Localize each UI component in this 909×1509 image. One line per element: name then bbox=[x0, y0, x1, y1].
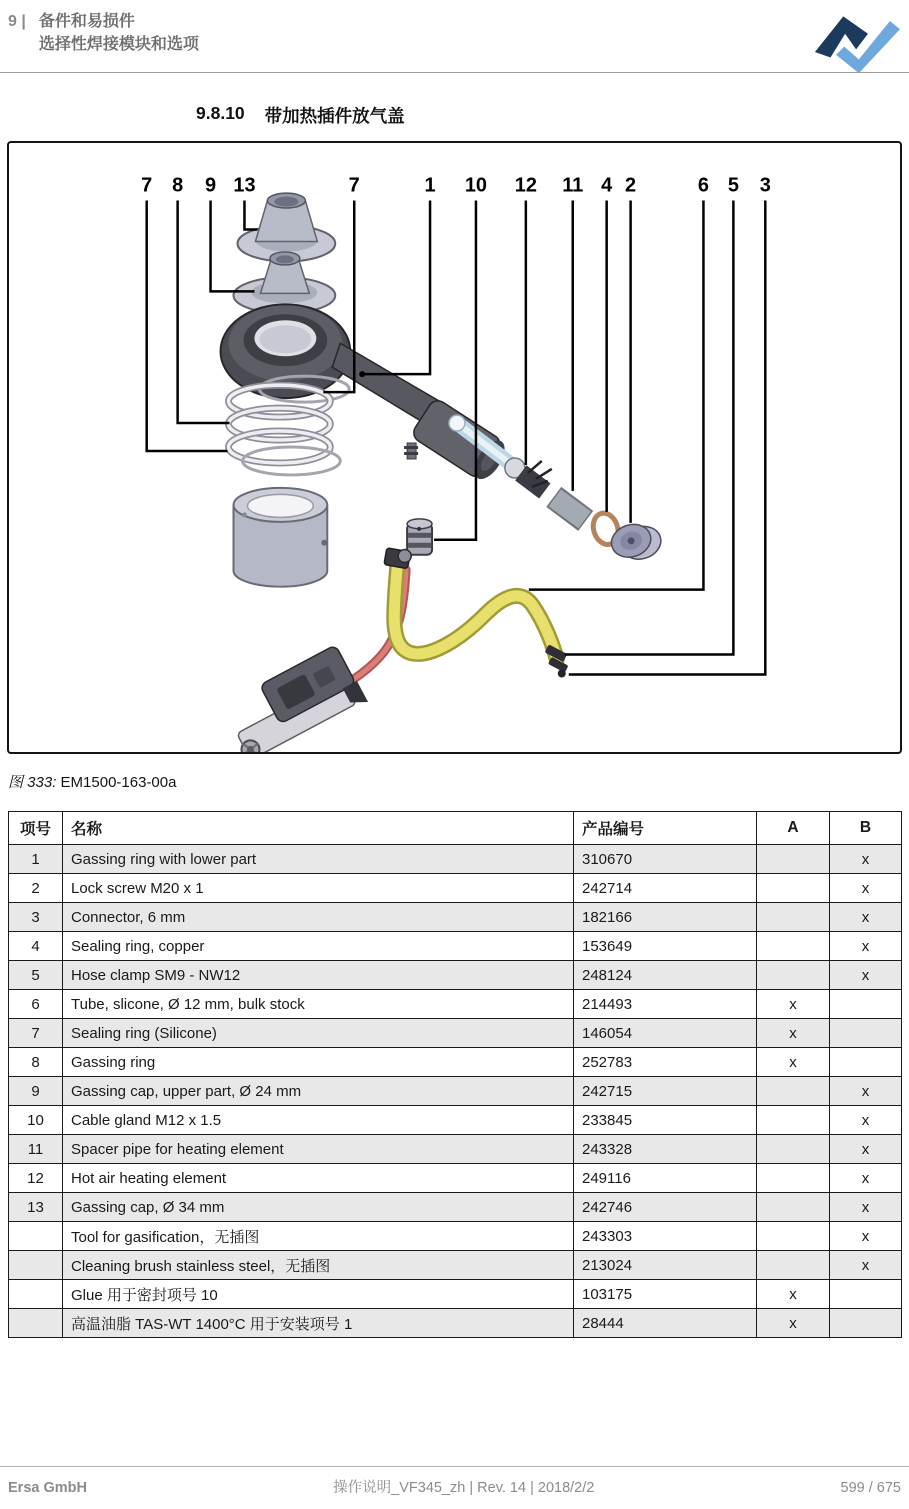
cell-a bbox=[757, 1222, 830, 1251]
col-header-b: B bbox=[830, 812, 902, 845]
cell-pn: 182166 bbox=[574, 903, 757, 932]
cell-b: x bbox=[830, 961, 902, 990]
cell-b bbox=[830, 1019, 902, 1048]
cell-no: 10 bbox=[9, 1106, 63, 1135]
table-row bbox=[9, 1019, 902, 1048]
cell-a: x bbox=[757, 1280, 830, 1309]
cell-a: x bbox=[757, 990, 830, 1019]
cell-no: 6 bbox=[9, 990, 63, 1019]
cell-a bbox=[757, 1193, 830, 1222]
cell-pn: 233845 bbox=[574, 1106, 757, 1135]
table-row bbox=[9, 1280, 902, 1309]
page-header bbox=[0, 0, 909, 60]
figure-caption bbox=[8, 771, 909, 792]
cell-a bbox=[757, 1135, 830, 1164]
col-header-name: 名称 bbox=[63, 812, 574, 845]
cell-no: 2 bbox=[9, 874, 63, 903]
cell-name: Spacer pipe for heating element bbox=[63, 1135, 574, 1164]
cell-name: Hose clamp SM9 - NW12 bbox=[63, 961, 574, 990]
cell-a: x bbox=[757, 1019, 830, 1048]
cell-pn: 252783 bbox=[574, 1048, 757, 1077]
cell-b: x bbox=[830, 1077, 902, 1106]
cell-pn: 242715 bbox=[574, 1077, 757, 1106]
leader-dot bbox=[359, 371, 365, 377]
chapter-number: 9 | bbox=[8, 13, 26, 30]
table-row bbox=[9, 1135, 902, 1164]
callout-numbers bbox=[141, 175, 771, 197]
table-row bbox=[9, 1164, 902, 1193]
section-number: 9.8.10 bbox=[196, 103, 245, 123]
cell-name: Gassing ring with lower part bbox=[63, 845, 574, 874]
callout-label: 13 bbox=[233, 174, 256, 197]
cell-a bbox=[757, 903, 830, 932]
chapter-title: 备件和易损件 bbox=[38, 13, 135, 30]
part-cable-gland bbox=[407, 519, 432, 555]
part-gassing-ring-lower bbox=[233, 488, 327, 587]
col-header-item-no: 项号 bbox=[9, 812, 63, 845]
ersa-logo bbox=[811, 10, 903, 74]
cell-no bbox=[9, 1251, 63, 1280]
callout-label: 4 bbox=[601, 174, 613, 197]
cell-pn: 146054 bbox=[574, 1019, 757, 1048]
cell-no bbox=[9, 1280, 63, 1309]
callout-label: 1 bbox=[424, 174, 436, 197]
figure-caption-text: EM1500-163-00a bbox=[60, 774, 177, 791]
cell-a bbox=[757, 1164, 830, 1193]
cell-name: Hot air heating element bbox=[63, 1164, 574, 1193]
exploded-view-diagram bbox=[9, 143, 900, 752]
cell-b: x bbox=[830, 1106, 902, 1135]
cell-no bbox=[9, 1309, 63, 1338]
cell-b: x bbox=[830, 874, 902, 903]
cell-b: x bbox=[830, 1135, 902, 1164]
cell-name: Cleaning brush stainless steel，无插图 bbox=[63, 1251, 574, 1280]
cell-pn: 214493 bbox=[574, 990, 757, 1019]
page-footer bbox=[0, 1466, 909, 1497]
footer-doc-info: 操作说明_VF345_zh | Rev. 14 | 2018/2/2 bbox=[333, 1480, 595, 1496]
cell-b bbox=[830, 990, 902, 1019]
table-row bbox=[9, 1193, 902, 1222]
cell-pn: 249116 bbox=[574, 1164, 757, 1193]
callout-label: 11 bbox=[562, 174, 584, 197]
parts-table-body bbox=[9, 845, 902, 1338]
cell-b: x bbox=[830, 1193, 902, 1222]
cell-no: 5 bbox=[9, 961, 63, 990]
table-row bbox=[9, 1077, 902, 1106]
footer-company: Ersa GmbH bbox=[8, 1480, 87, 1496]
cell-pn: 153649 bbox=[574, 932, 757, 961]
cell-no: 1 bbox=[9, 845, 63, 874]
part-gassing-cap-34 bbox=[237, 193, 335, 261]
callout-label: 2 bbox=[625, 174, 637, 197]
cell-a bbox=[757, 874, 830, 903]
cell-no: 11 bbox=[9, 1135, 63, 1164]
cell-b: x bbox=[830, 1164, 902, 1193]
cell-b: x bbox=[830, 903, 902, 932]
cell-no: 3 bbox=[9, 903, 63, 932]
cell-a: x bbox=[757, 1309, 830, 1338]
cell-name: Glue 用于密封项号 10 bbox=[63, 1280, 574, 1309]
cell-no: 9 bbox=[9, 1077, 63, 1106]
section-title: 带加热插件放气盖 bbox=[264, 106, 405, 126]
table-row bbox=[9, 1106, 902, 1135]
cell-b: x bbox=[830, 932, 902, 961]
col-header-a: A bbox=[757, 812, 830, 845]
callout-label: 7 bbox=[348, 174, 360, 197]
cell-no: 13 bbox=[9, 1193, 63, 1222]
callout-label: 12 bbox=[514, 174, 537, 197]
cell-no: 8 bbox=[9, 1048, 63, 1077]
cell-pn: 103175 bbox=[574, 1280, 757, 1309]
footer-page-number: 599 / 675 bbox=[840, 1480, 901, 1496]
cell-no bbox=[9, 1222, 63, 1251]
figure-caption-label: 图 333: bbox=[8, 774, 57, 791]
cell-no: 7 bbox=[9, 1019, 63, 1048]
cell-a bbox=[757, 932, 830, 961]
cell-name: Cable gland M12 x 1.5 bbox=[63, 1106, 574, 1135]
table-row bbox=[9, 1251, 902, 1280]
table-row bbox=[9, 1222, 902, 1251]
cell-name: Sealing ring (Silicone) bbox=[63, 1019, 574, 1048]
cell-name: Gassing cap, upper part, Ø 24 mm bbox=[63, 1077, 574, 1106]
cell-a bbox=[757, 1077, 830, 1106]
col-header-part-number: 产品编号 bbox=[574, 812, 757, 845]
chapter-subtitle: 选择性焊接模块和选项 bbox=[38, 36, 199, 54]
callout-label: 6 bbox=[697, 174, 709, 197]
table-row bbox=[9, 1309, 902, 1338]
table-row bbox=[9, 903, 902, 932]
cell-name: Tube, slicone, Ø 12 mm, bulk stock bbox=[63, 990, 574, 1019]
cell-a bbox=[757, 1106, 830, 1135]
part-heating-element-assembly bbox=[449, 415, 665, 567]
cell-pn: 310670 bbox=[574, 845, 757, 874]
cell-name: 高温油脂 TAS-WT 1400°C 用于安装项号 1 bbox=[63, 1309, 574, 1338]
cell-pn: 243328 bbox=[574, 1135, 757, 1164]
figure-frame bbox=[7, 141, 902, 754]
cell-a bbox=[757, 961, 830, 990]
cell-a bbox=[757, 845, 830, 874]
cell-no: 4 bbox=[9, 932, 63, 961]
cell-name: Gassing cap, Ø 34 mm bbox=[63, 1193, 574, 1222]
table-row bbox=[9, 932, 902, 961]
cell-b bbox=[830, 1309, 902, 1338]
table-header-row bbox=[9, 812, 902, 845]
cell-b: x bbox=[830, 1251, 902, 1280]
parts-table bbox=[8, 811, 902, 1338]
cell-name: Sealing ring, copper bbox=[63, 932, 574, 961]
cell-name: Tool for gasification，无插图 bbox=[63, 1222, 574, 1251]
table-row bbox=[9, 990, 902, 1019]
cell-pn: 243303 bbox=[574, 1222, 757, 1251]
callout-label: 8 bbox=[172, 174, 184, 197]
callout-label: 7 bbox=[141, 174, 153, 197]
cell-pn: 242746 bbox=[574, 1193, 757, 1222]
cell-a bbox=[757, 1251, 830, 1280]
callout-label: 5 bbox=[727, 174, 739, 197]
header-divider bbox=[0, 72, 909, 73]
table-row bbox=[9, 961, 902, 990]
cell-name: Lock screw M20 x 1 bbox=[63, 874, 574, 903]
table-row bbox=[9, 845, 902, 874]
cell-pn: 213024 bbox=[574, 1251, 757, 1280]
cell-name: Gassing ring bbox=[63, 1048, 574, 1077]
callout-label: 10 bbox=[464, 174, 488, 197]
cell-pn: 28444 bbox=[574, 1309, 757, 1338]
cell-b: x bbox=[830, 1222, 902, 1251]
cell-b bbox=[830, 1280, 902, 1309]
cell-pn: 242714 bbox=[574, 874, 757, 903]
cell-b bbox=[830, 1048, 902, 1077]
cell-b: x bbox=[830, 845, 902, 874]
cell-pn: 248124 bbox=[574, 961, 757, 990]
table-row bbox=[9, 1048, 902, 1077]
callout-label: 9 bbox=[205, 174, 217, 197]
table-row bbox=[9, 874, 902, 903]
cell-no: 12 bbox=[9, 1164, 63, 1193]
cell-name: Connector, 6 mm bbox=[63, 903, 574, 932]
cell-a: x bbox=[757, 1048, 830, 1077]
section-heading bbox=[196, 103, 909, 128]
callout-label: 3 bbox=[759, 174, 771, 197]
